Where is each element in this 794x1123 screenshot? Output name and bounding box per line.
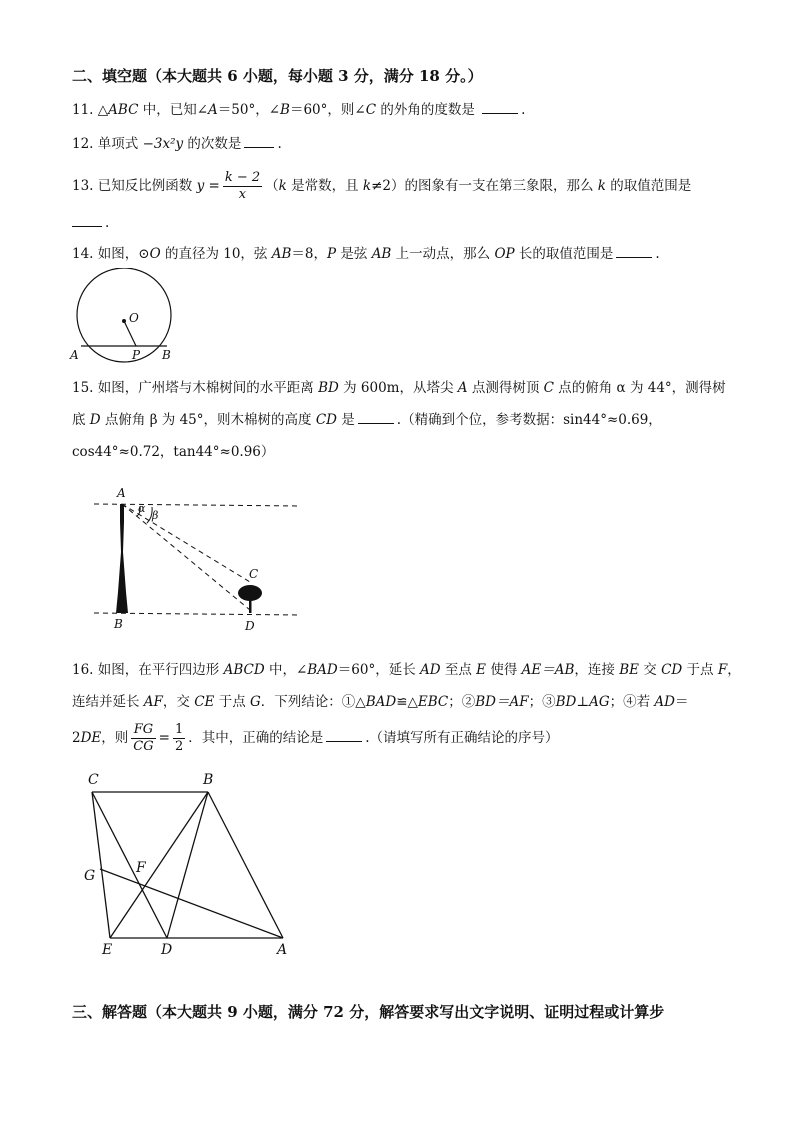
question-number: 16. (72, 662, 94, 678)
q11-var: B (280, 102, 290, 118)
q16-var: G (250, 694, 261, 710)
q15-var: D (89, 412, 101, 428)
segment-ag (100, 869, 283, 938)
segment-be (110, 792, 208, 938)
q15-text: 点测得树顶 (467, 380, 544, 396)
question-15 (72, 378, 726, 398)
q16-equals: = (158, 730, 170, 746)
answer-blank[interactable] (72, 214, 102, 227)
q16-text: ＝ (674, 694, 689, 710)
fraction-denominator: x (238, 187, 247, 202)
q11-var: A (208, 102, 218, 118)
q16-text: 连结并延长 (72, 694, 144, 710)
q16-text: 交 (638, 662, 662, 678)
parallelogram-figure (78, 764, 298, 960)
q14-var: OP (494, 246, 515, 262)
label-d: D (161, 942, 173, 958)
q16-var: ABCD (223, 662, 265, 678)
label-a: A (277, 942, 288, 958)
q11-text: 中，已知∠ (138, 102, 209, 118)
q16-var: AD (654, 694, 675, 710)
q15-var: BD (318, 380, 339, 396)
q16-var: BD⊥AG (555, 694, 610, 710)
fraction-denominator: CG (133, 739, 154, 754)
q15-text: 如图，广州塔与木棉树间的水平距离 (97, 380, 319, 396)
q16-text: 2 (72, 730, 81, 746)
q16-text: ， (727, 662, 741, 678)
q14-text: . (655, 246, 660, 262)
q13-text: 是常数，且 (286, 178, 363, 194)
q16-text: ；② (448, 694, 476, 710)
q16-var: F (717, 662, 728, 678)
label-c: C (249, 567, 259, 581)
q15-text: 点的俯角 α 为 44°，测得树 (553, 380, 726, 396)
q11-text: 的外角的度数是 (376, 102, 475, 118)
q15-var: CD (315, 412, 337, 428)
q11-text: . (521, 102, 526, 118)
q15-var: A (457, 380, 468, 396)
q16-text: ，交 (162, 694, 195, 710)
section-heading-fill-in: 二、填空题（本大题共 6 小题，每小题 3 分，满分 18 分。） (72, 67, 483, 85)
q15-text: 底 (72, 412, 90, 428)
q12-text: 的次数是 (183, 136, 242, 152)
label-o: O (129, 311, 139, 325)
question-14 (72, 244, 660, 264)
q16-text: .（请填写所有正确结论的序号） (365, 730, 559, 746)
label-g: G (84, 868, 96, 884)
q13-function: y = (196, 178, 220, 194)
q14-var: AB (271, 246, 292, 262)
q14-text: 是弦 (336, 246, 372, 262)
segment-cd (92, 792, 167, 938)
q16-text: ＝60°，延长 (337, 662, 420, 678)
q16-text: ．下列结论：①△ (260, 694, 366, 710)
q16-var: CE (194, 694, 215, 710)
q13-text: . (105, 215, 110, 231)
label-a: A (117, 486, 126, 500)
q16-text: 中，∠ (264, 662, 308, 678)
label-b: B (114, 617, 123, 631)
horizontal-line-bottom (94, 613, 300, 615)
q13-var: k (597, 178, 606, 194)
q16-text: ；③ (528, 694, 556, 710)
q12-text: 单项式 (97, 136, 143, 152)
label-f: F (136, 860, 146, 876)
question-13-continued (72, 213, 109, 233)
answer-blank[interactable] (326, 729, 362, 742)
q16-var: AD (420, 662, 441, 678)
question-number: 14. (72, 246, 94, 262)
fraction-denominator: 2 (174, 739, 184, 754)
label-d: D (245, 619, 255, 633)
question-number: 12. (72, 136, 94, 152)
q13-text: 的取值范围是 (605, 178, 692, 194)
question-16-line-3 (72, 720, 559, 756)
q16-fraction-fg-cg (131, 722, 155, 755)
answer-blank[interactable] (244, 135, 274, 148)
q13-text: 已知反比例函数 (97, 178, 197, 194)
q14-text: 上一动点，那么 (391, 246, 495, 262)
q16-var: CD (661, 662, 683, 678)
q15-text: 点俯角 β 为 45°，则木棉树的高度 (100, 412, 316, 428)
q11-text: △ (97, 102, 109, 118)
q14-var: AB (371, 246, 392, 262)
q11-text: ＝50°，∠ (217, 102, 281, 118)
question-number: 15. (72, 380, 94, 396)
circle-figure (66, 268, 186, 368)
q14-text: 的直径为 10，弦 (160, 246, 272, 262)
tower-shape (116, 504, 128, 613)
segment-ce (92, 792, 110, 938)
q14-text: 如图，⊙ (97, 246, 150, 262)
question-13 (72, 168, 691, 204)
q16-text: ，则 (101, 730, 129, 746)
answer-blank[interactable] (358, 411, 394, 424)
label-beta: β (152, 509, 159, 522)
q16-text: 于点 (682, 662, 718, 678)
question-11 (72, 100, 525, 120)
question-number: 13. (72, 178, 94, 194)
q13-var: k (278, 178, 287, 194)
q16-var: BAD (365, 694, 397, 710)
q15-text: 为 600m，从塔尖 (338, 380, 458, 396)
q14-var: P (327, 246, 337, 262)
q16-var: BD＝AF (475, 694, 529, 710)
q14-text: 长的取值范围是 (514, 246, 614, 262)
q11-var: ABC (108, 102, 139, 118)
label-b: B (203, 772, 214, 788)
q16-var: BE (619, 662, 639, 678)
q16-text: ；④若 (609, 694, 655, 710)
question-15-line-3: cos44°≈0.72，tan44°≈0.96） (72, 444, 275, 460)
q16-var: EBC (417, 694, 449, 710)
q16-text: ．其中，正确的结论是 (188, 730, 324, 746)
q13-text: ≠2）的图象有一支在第三象限，那么 (371, 178, 598, 194)
q14-text: ＝8， (291, 246, 327, 262)
q16-fraction-half (173, 722, 185, 755)
segment-bd (167, 792, 208, 938)
fraction-numerator: FG (131, 722, 155, 739)
q16-text: 使得 (486, 662, 522, 678)
q13-text: （ (265, 178, 279, 194)
q12-expression: −3x²y (142, 136, 184, 152)
question-12 (72, 134, 282, 154)
question-16-line-2 (72, 692, 688, 712)
q16-text: 至点 (440, 662, 477, 678)
fraction-numerator: k − 2 (224, 170, 261, 185)
tree-icon (238, 585, 262, 613)
q16-var: E (476, 662, 487, 678)
fraction-numerator: 1 (174, 722, 184, 737)
center-point (122, 319, 126, 323)
q13-fraction (223, 170, 262, 203)
q11-text: ＝60°，则∠ (289, 102, 366, 118)
segment-ba (208, 792, 283, 938)
q14-var: O (149, 246, 161, 262)
q16-text: 如图，在平行四边形 (97, 662, 224, 678)
label-alpha: α (138, 502, 146, 515)
q16-var: AF (143, 694, 163, 710)
q16-var: DE (80, 730, 102, 746)
label-b: B (162, 348, 171, 362)
q15-var: C (543, 380, 554, 396)
question-16 (72, 660, 741, 680)
q16-var: BAD (307, 662, 338, 678)
q16-var: AE＝AB (521, 662, 575, 678)
label-c: C (88, 772, 99, 788)
tower-tree-figure (90, 482, 310, 636)
label-e: E (102, 942, 113, 958)
q16-text: 于点 (214, 694, 250, 710)
q11-var: C (365, 102, 377, 118)
label-a: A (70, 348, 79, 362)
answer-blank[interactable] (482, 101, 518, 114)
section-heading-solutions: 三、解答题（本大题共 9 小题，满分 72 分，解答要求写出文字说明、证明过程或计算步 (72, 1003, 665, 1021)
q13-var: k (362, 178, 372, 194)
line-ac (122, 504, 250, 582)
label-p: P (132, 348, 141, 362)
circle-o (77, 268, 171, 362)
question-number: 11. (72, 102, 94, 118)
q16-text: ≌△ (396, 694, 418, 710)
q15-text: 是 (336, 412, 355, 428)
line-ad (122, 504, 250, 610)
question-15-line-2 (72, 410, 662, 430)
answer-blank[interactable] (616, 245, 652, 258)
q15-text: .（精确到个位，参考数据：sin44°≈0.69， (396, 412, 662, 428)
q12-text: . (277, 136, 282, 152)
q16-text: ，连接 (574, 662, 620, 678)
